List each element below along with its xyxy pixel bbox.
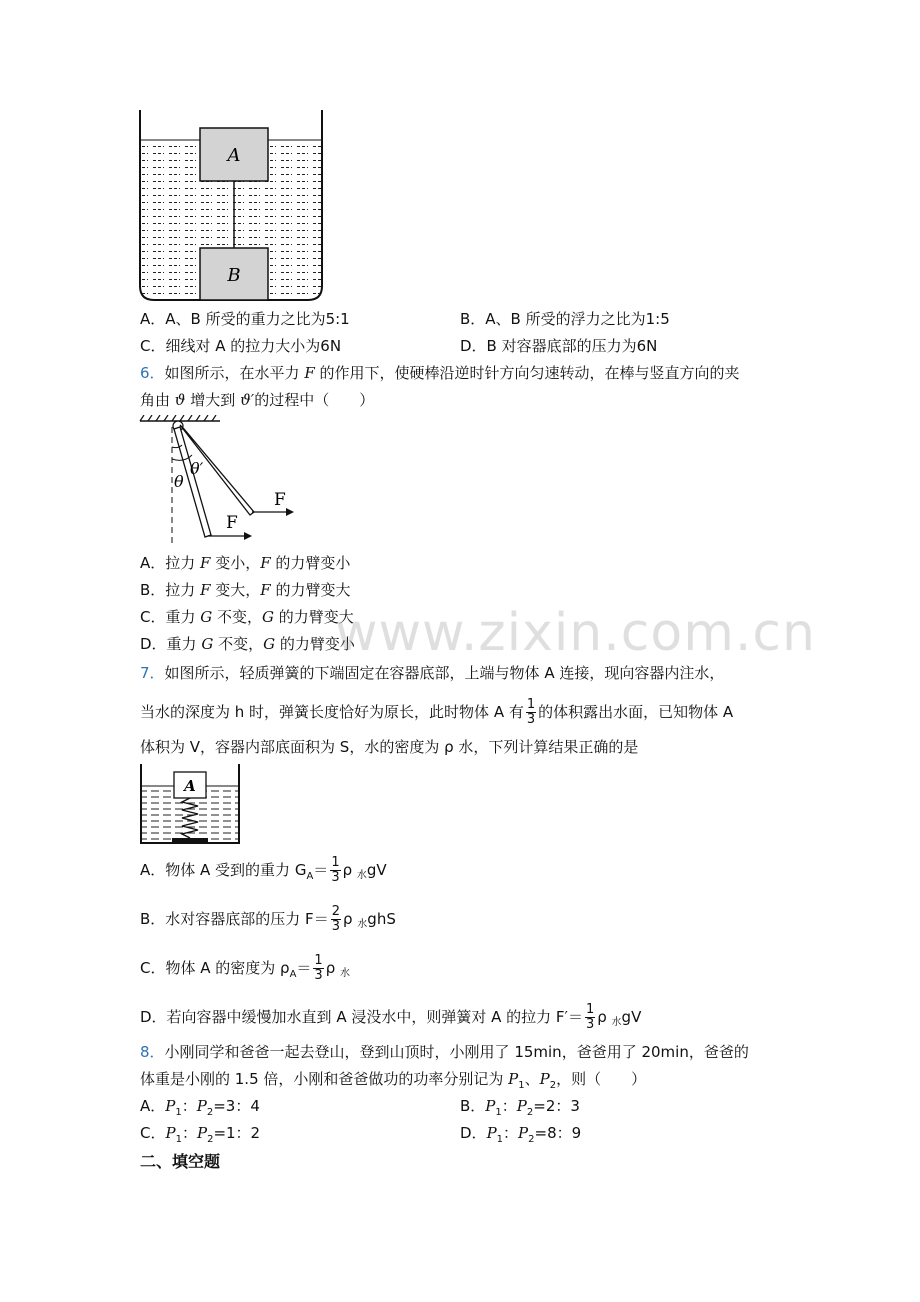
q7-b-water: 水 xyxy=(357,919,368,930)
q7-option-d[interactable] xyxy=(140,1002,641,1038)
q5-option-c[interactable]: C．细线对 A 的拉力大小为6N xyxy=(140,337,342,355)
q8-b-p2: P xyxy=(516,1097,527,1115)
q7-option-b[interactable] xyxy=(140,904,396,940)
block-a-label: A xyxy=(227,145,241,166)
q8-c-label: C． xyxy=(140,1124,166,1142)
q8-a-s2: 2 xyxy=(206,1107,214,1118)
q6-option-a[interactable] xyxy=(140,553,350,573)
q6-question-line1 xyxy=(140,363,740,383)
q7-frac-num: 1 xyxy=(526,697,536,712)
q6-d-text2: 不变， xyxy=(213,635,264,653)
q5-option-b[interactable]: B．A、B 所受的浮力之比为1:5 xyxy=(460,310,670,328)
q8-text3: ，则（ ） xyxy=(556,1070,647,1088)
q6-c-text: C．重力 xyxy=(140,608,201,626)
q8-d-p1: P xyxy=(486,1124,497,1142)
q6-c-symbol2: G xyxy=(262,608,274,626)
q8-d-label: D． xyxy=(460,1124,487,1142)
q8-a-s1: 1 xyxy=(175,1107,182,1118)
q7-d-water: 水 xyxy=(611,1017,622,1028)
q6-text2: 角由 xyxy=(140,391,175,409)
q8-d-s1: 1 xyxy=(496,1134,504,1145)
q8-d-s2: 2 xyxy=(528,1134,535,1145)
q8-c-s1: 1 xyxy=(175,1134,182,1145)
theta-label: θ xyxy=(174,472,184,491)
q6-theta-symbol: ϑ xyxy=(174,391,186,409)
q7-a-eq: ＝ xyxy=(313,861,329,879)
q8-number: 8． xyxy=(140,1043,165,1061)
q6-a-symbol2: F xyxy=(260,554,271,572)
q7-b-fraction xyxy=(331,905,341,934)
q6-b-text2: 变大， xyxy=(210,581,261,599)
q8-c-colon: ： xyxy=(181,1124,197,1142)
watermark: www.zixin.com.cn xyxy=(335,603,816,663)
q7-fraction xyxy=(526,698,536,727)
q7-text2: 当水的深度为 h 时，弹簧长度恰好为原长，此时物体 A 有 xyxy=(140,703,524,721)
q7-frac-den: 3 xyxy=(526,712,536,727)
q8-p2-sub: 2 xyxy=(549,1080,557,1091)
block-a xyxy=(200,128,268,181)
q6-d-text3: 的力臂变小 xyxy=(275,635,355,653)
q6-a-symbol1: F xyxy=(200,554,211,572)
q7-c-water: 水 xyxy=(340,968,351,979)
q6-text: 如图所示，在水平力 xyxy=(164,364,305,382)
q8-option-c[interactable] xyxy=(140,1123,260,1150)
q7-a-rho: ρ xyxy=(342,861,353,879)
q7-question-line3: 体积为 V，容器内部底面积为 S，水的密度为 ρ 水，下列计算结果正确的是 xyxy=(140,738,639,756)
q7-c-fraction xyxy=(313,954,323,983)
q6-a-text: A．拉力 xyxy=(140,554,201,572)
q8-text1: 小刚同学和爸爸一起去登山，登到山顶时，小刚用了 15min，爸爸用了 20min，爸爸的 xyxy=(164,1043,749,1061)
q7-c-sub: A xyxy=(289,969,297,980)
q6-question-line2 xyxy=(140,390,374,410)
q8-b-label: B． xyxy=(460,1097,486,1115)
q7-b-rho: ρ xyxy=(342,910,353,928)
q7-a-text: A．物体 A 受到的重力 G xyxy=(140,861,307,879)
theta-prime-label: θ′ xyxy=(190,459,204,478)
q8-text2: 体重是小刚的 1.5 倍，小刚和爸爸做功的功率分别记为 xyxy=(140,1070,509,1088)
q6-d-text: D．重力 xyxy=(140,635,202,653)
q6-text-cont: 的作用下，使硬棒沿逆时针方向匀速转动，在棒与竖直方向的夹 xyxy=(314,364,740,382)
q6-c-text2: 不变， xyxy=(212,608,263,626)
q8-b-colon: ： xyxy=(501,1097,517,1115)
q7-d-num: 1 xyxy=(585,1002,595,1017)
q7-d-text: D．若向容器中缓慢加水直到 A 浸没水中，则弹簧对 A 的拉力 F′＝ xyxy=(140,1008,583,1026)
q8-c-ratio: =1：2 xyxy=(213,1124,261,1142)
q8-p1-sub: 1 xyxy=(518,1080,525,1091)
q7-d-post: gV xyxy=(621,1008,642,1026)
q8-a-ratio: =3：4 xyxy=(213,1097,260,1115)
q6-a-text3: 的力臂变小 xyxy=(270,554,351,572)
q8-p1: P xyxy=(508,1070,519,1088)
q6-c-text3: 的力臂变大 xyxy=(274,608,354,626)
q5-option-a[interactable]: A．A、B 所受的重力之比为5:1 xyxy=(140,310,350,328)
q6-d-symbol1: G xyxy=(201,635,214,653)
q7-a-sub: A xyxy=(306,871,314,882)
q5-option-d[interactable]: D．B 对容器底部的压力为6N xyxy=(460,337,658,355)
q8-a-p1: P xyxy=(165,1097,176,1115)
q7-a-den: 3 xyxy=(331,870,340,885)
q8-a-colon: ： xyxy=(181,1097,197,1115)
q6-text4: 的过程中（ ） xyxy=(254,391,375,409)
section-heading: 二、填空题 xyxy=(140,1152,221,1171)
q7-number: 7． xyxy=(140,664,165,682)
q7-b-text: B．水对容器底部的压力 F＝ xyxy=(140,910,329,928)
q7-d-rho: ρ xyxy=(597,1008,607,1026)
q6-text3: 增大到 xyxy=(185,391,241,409)
block-b-label: B xyxy=(227,265,241,286)
q7-option-a[interactable] xyxy=(140,855,387,892)
force-label-lower: F xyxy=(226,513,238,533)
figure-q5-container xyxy=(136,108,330,304)
q8-sep: 、 xyxy=(524,1070,540,1088)
q7-text3: 的体积露出水面，已知物体 A xyxy=(538,703,734,721)
q6-number: 6． xyxy=(140,364,165,382)
q7-d-den: 3 xyxy=(585,1017,595,1032)
q7-c-den: 3 xyxy=(314,968,323,983)
q8-question-line1 xyxy=(140,1042,749,1062)
q8-question-line2 xyxy=(140,1069,646,1096)
q6-force-symbol: F xyxy=(304,364,315,382)
q6-b-text3: 的力臂变大 xyxy=(270,581,351,599)
q7-c-eq: ＝ xyxy=(296,959,312,977)
q8-a-p2: P xyxy=(196,1097,207,1115)
q6-option-c[interactable] xyxy=(140,607,354,627)
q7-b-num: 2 xyxy=(331,904,340,919)
q6-option-b[interactable] xyxy=(140,580,350,600)
force-label-upper: F xyxy=(274,490,286,510)
q7-d-fraction xyxy=(585,1003,595,1032)
figure-q7-spring xyxy=(138,764,244,846)
q8-c-p2: P xyxy=(196,1124,208,1142)
block-b xyxy=(200,248,268,300)
q7-c-text: C．物体 A 的密度为 ρ xyxy=(140,959,290,977)
q7-text1: 如图所示，轻质弹簧的下端固定在容器底部，上端与物体 A 连接，现向容器内注水， xyxy=(164,664,725,682)
q8-c-s2: 2 xyxy=(207,1134,214,1145)
q8-p2: P xyxy=(539,1070,550,1088)
q8-b-p1: P xyxy=(485,1097,496,1115)
q7-a-water: 水 xyxy=(356,870,367,881)
q7-b-den: 3 xyxy=(331,919,340,934)
q6-b-symbol2: F xyxy=(260,581,271,599)
q8-option-a[interactable] xyxy=(140,1096,260,1123)
q6-c-symbol1: G xyxy=(200,608,213,626)
q8-d-p2: P xyxy=(518,1124,529,1142)
q8-d-ratio: =8：9 xyxy=(534,1124,582,1142)
q7-block-label: A xyxy=(184,777,196,795)
q7-c-num: 1 xyxy=(314,953,323,968)
q7-question-line1 xyxy=(140,663,724,683)
q6-b-symbol1: F xyxy=(200,581,211,599)
q8-b-s1: 1 xyxy=(495,1107,502,1118)
q6-b-text: B．拉力 xyxy=(140,581,201,599)
q7-a-fraction xyxy=(330,856,340,885)
q7-a-num: 1 xyxy=(331,855,340,870)
q6-theta-prime-symbol: ϑ′ xyxy=(240,391,255,409)
q8-b-ratio: =2：3 xyxy=(533,1097,580,1115)
q8-option-d[interactable] xyxy=(460,1123,581,1150)
q7-question-line2 xyxy=(140,697,733,727)
q6-a-text2: 变小， xyxy=(210,554,261,572)
q7-option-c[interactable] xyxy=(140,953,350,990)
figure-q6-rod xyxy=(136,415,306,550)
q8-option-b[interactable] xyxy=(460,1096,580,1123)
q6-d-symbol2: G xyxy=(263,635,276,653)
q8-d-colon: ： xyxy=(503,1124,519,1142)
q6-option-d[interactable] xyxy=(140,634,355,654)
q7-a-post: gV xyxy=(366,861,387,879)
q7-c-rho: ρ xyxy=(325,959,336,977)
q8-b-s2: 2 xyxy=(526,1107,534,1118)
q7-b-post: ghS xyxy=(367,910,396,928)
q8-a-label: A． xyxy=(140,1097,166,1115)
q8-c-p1: P xyxy=(165,1124,176,1142)
